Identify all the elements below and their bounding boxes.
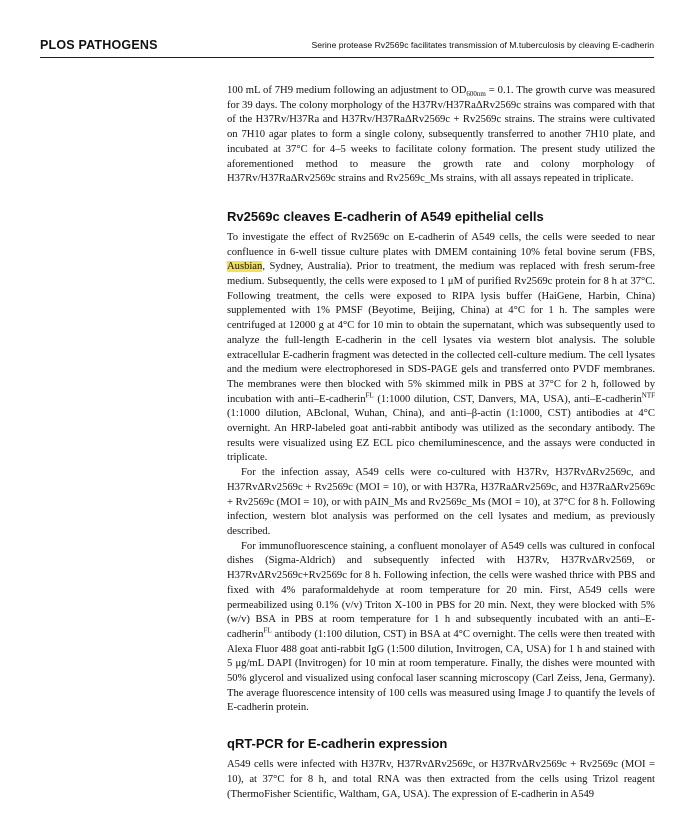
paragraph-infection-assay: For the infection assay, A549 cells were co-cultured with H37Rv, H37RvΔRv2569c, and H37RvΔRv2569c + Rv2569c (MOI = 10), or with H37Ra, H37RaΔRv2569c, and H37RaΔRv2569c + Rv2569c (MOI = 10), or with pAIN_Ms and Rv2569c_Ms (MOI = 10), at 37°C for 8 h. Following infection, western blot analysis was performed on the cell lysates and medium, as previously described.	[227, 467, 655, 537]
section-heading-qrt-pcr: qRT-PCR for E-cadherin expression	[227, 736, 448, 752]
paragraph-qrt-pcr: A549 cells were infected with H37Rv, H37RvΔRv2569c, or H37RvΔRv2569c + Rv2569c (MOI = 10), at 37°C for 8 h, and total RNA was then extracted from the cells using Trizol reagent (ThermoFisher Scientific, Waltham, GA, USA). The expression of E-cadherin in A549	[227, 759, 655, 800]
text-run: (1:1000 dilution, ABclonal, Wuhan, China), and anti–β-actin (1:1000, CST) antibodies at 4°C overnight. An HRP-labeled goat anti-rabbit antibody was utilized as the secondary antibody. The results were visualized using EZ ECL pico chemiluminescence, and the assays were conducted in triplicate.	[227, 408, 655, 464]
header-rule	[40, 57, 654, 58]
text-run: 100 mL of 7H9 medium following an adjustment to OD	[227, 85, 467, 96]
section-heading-ecadherin-cleavage: Rv2569c cleaves E-cadherin of A549 epithelial cells	[227, 208, 544, 224]
text-run: , Sydney, Australia). Prior to treatment, the medium was replaced with fresh serum-free medium. Subsequently, the cells were exposed to 1 μM of purified Rv2569c protein for 8 h at 37°C. Following treatment, the cells were exposed to RIPA lysis buffer (HaiGene, Harbin, China) supplemented with 1% PMSF (Beyotime, Beijing, China) at 4°C for 1 h. The samples were centrifuged at 12000 g at 4°C for 10 min to obtain the supernatant, which was subsequently used to analyze the full-length E-cadherin in the cell lysates via western blot analysis. The soluble extracellular E-cadherin fragment was detected in the collected cell-culture medium. The cell lysates and the medium were electrophoresed in SDS-PAGE gels and transferred onto PVDF membranes. The membranes were then blocked with 5% skimmed milk in PBS at 37°C for 2 h, followed by incubation with anti–E-cadherin	[227, 261, 655, 405]
text-run: antibody (1:100 dilution, CST) in BSA at 4°C overnight. The cells were then treated with Alexa Fluor 488 goat anti-rabbit IgG (1:500 dilution, Invitrogen, CA, USA) for 1 h and stained with 5 μg/mL DAPI (Invitrogen) for 10 min at room temperature. Finally, the dishes were mounted with 50% glycerol and visualized using confocal laser scanning microscopy (Carl Zeiss, Jena, Germany). The average fluorescence intensity of 100 cells was measured using Image J to quantify the levels of E-cadherin protein.	[227, 628, 655, 714]
superscript: NTF	[641, 391, 656, 400]
running-title: Serine protease Rv2569c facilitates transmission of M.tuberculosis by cleaving E-cadherin	[311, 40, 654, 50]
paragraph-growth-curve	[227, 84, 655, 187]
article-body	[227, 84, 655, 802]
text-run: To investigate the effect of Rv2569c on E-cadherin of A549 cells, the cells were seeded to near confluence in 6-well tissue culture plates with DMEM containing 10% fetal bovine serum (FBS,	[227, 231, 655, 258]
journal-name: PLOS PATHOGENS	[40, 38, 158, 52]
paragraph-immunofluorescence	[227, 540, 655, 716]
text-run: (1:1000 dilution, CST, Danvers, MA, USA), anti–E-cadherin	[373, 393, 642, 405]
subscript: 600nm	[466, 90, 486, 99]
superscript: FL	[263, 626, 272, 635]
text-run: For immunofluorescence staining, a confluent monolayer of A549 cells was cultured in confocal dishes (Sigma-Aldrich) and subsequently infected with H37Rv, H37RvΔRv2569, or H37RvΔRv2569c+Rv2569c for 8 h. Following infection, the cells were washed thrice with PBS and fixed with 4% paraformaldehyde at room temperature for 20 min. First, A549 cells were permeabilized using 0.1% (v/v) Triton X-100 in PBS for 20 min. Next, they were blocked with 5% (w/v) BSA in PBS at room temperature for 1 h and subsequently incubated with an anti–E-cadherin	[227, 540, 655, 640]
highlighted-text: Ausbian	[227, 261, 263, 273]
page-header	[40, 38, 654, 54]
superscript: FL	[365, 391, 374, 400]
paragraph-protein-treatment	[227, 231, 655, 466]
text-run: = 0.1. The growth curve was measured for 39 days. The colony morphology of the H37Rv/H37RaΔRv2569c strains was compared with that of the H37Rv/H37Ra and H37Rv/H37RaΔRv2569c + Rv2569c strains. The strains were cultivated on 7H10 agar plates to form a single colony, subsequently transferred to another 7H10 plate, and incubated at 37°C for 4–5 weeks to facilitate colony formation. The present study utilized the aforementioned method to measure the growth rate and colony morphology of H37Rv/H37RaΔRv2569c strains and Rv2569c_Ms strains, with all assays repeated in triplicate.	[227, 85, 655, 185]
